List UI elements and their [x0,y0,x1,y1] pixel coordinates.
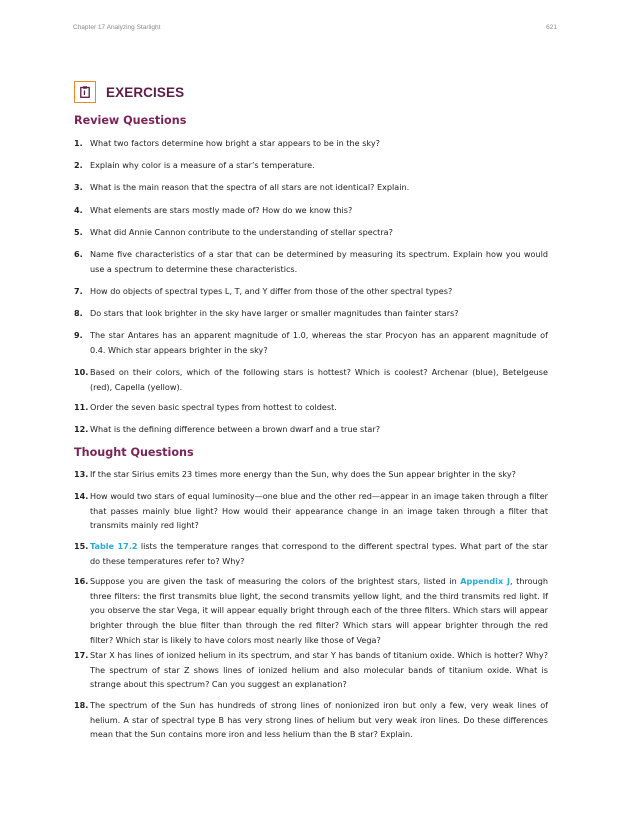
question-text: Do stars that look brighter in the sky have larger or smaller magnitudes than fainter stars? [90,308,459,318]
question-number: 5. [74,227,83,237]
question-10 [74,365,548,394]
question-number: 10. [74,367,89,377]
question-number: 4. [74,205,83,215]
question-18 [74,698,548,742]
page-number: 621 [546,24,557,31]
running-header [73,24,557,36]
question-14 [74,489,548,533]
thought-questions-heading: Thought Questions [74,446,194,459]
question-11 [74,400,548,415]
question-number: 3. [74,182,83,192]
question-5 [74,225,548,240]
question-text: The spectrum of the Sun has hundreds of strong lines of nonionized iron but only a few, very weak lines of helium. A star of spectral type B has very strong lines of helium but very weak iron lines. Do these differences mean that the Sun contains more iron and less helium than the B star? Explain. [90,700,548,740]
question-number: 17. [74,650,89,660]
question-number: 8. [74,308,83,318]
question-4 [74,203,548,218]
question-text: Based on their colors, which of the following stars is hottest? Which is coolest? Archenar (blue), Betelgeuse (red), Capella (yellow). [90,367,548,392]
question-13 [74,467,548,482]
question-number: 18. [74,700,89,710]
question-text [90,574,548,648]
question-16 [74,574,548,648]
question-8 [74,306,548,321]
question-text: What two factors determine how bright a star appears to be in the sky? [90,138,380,148]
question-text: Order the seven basic spectral types from hottest to coldest. [90,402,337,412]
exercise-clipboard-icon [74,81,96,103]
question-12 [74,422,548,437]
question-text [90,539,548,568]
review-questions-heading: Review Questions [74,114,187,127]
question-1 [74,136,548,151]
appendix-j-link[interactable]: Appendix J [460,576,511,586]
question-number: 15. [74,541,89,551]
question-15 [74,539,548,568]
question-6 [74,247,548,276]
question-number: 11. [74,402,89,412]
question-number: 12. [74,424,89,434]
question-text: How would two stars of equal luminosity—one blue and the other red—appear in an image taken through a filter that passes mainly blue light? How would their appearance change in an image taken through a filter that transmits mainly red light? [90,491,548,531]
question-text: Star X has lines of ionized helium in its spectrum, and star Y has bands of titanium oxide. Which is hotter? Why? The spectrum of star Z shows lines of ionized helium and also molecular bands of titanium oxide. What is strange about this spectrum? Can you suggest an explanation? [90,650,548,690]
question-text-before: Suppose you are given the task of measuring the colors of the brightest stars, listed in [90,576,461,586]
question-9 [74,328,548,357]
question-number: 16. [74,576,89,586]
question-7 [74,284,548,299]
question-number: 7. [74,286,83,296]
table-17-2-link[interactable]: Table 17.2 [90,541,138,551]
question-text: If the star Sirius emits 23 times more energy than the Sun, why does the Sun appear brighter in the sky? [90,469,516,479]
chapter-title: Chapter 17 Analyzing Starlight [73,24,161,31]
question-3 [74,180,548,195]
question-text-body: lists the temperature ranges that correspond to the different spectral types. What part of the star do these temperatures refer to? Why? [90,541,548,566]
question-number: 14. [74,491,89,501]
question-text: What did Annie Cannon contribute to the understanding of stellar spectra? [90,227,393,237]
question-text: How do objects of spectral types L, T, and Y differ from those of the other spectral types? [90,286,453,296]
question-text: What elements are stars mostly made of? How do we know this? [90,205,353,215]
question-text: Explain why color is a measure of a star’s temperature. [90,160,315,170]
question-text-after: , through three filters: the first transmits blue light, the second transmits yellow light, and the third transmits red light. If you observe the star Vega, it will appear equally bright through each of the three filters. Which stars will appear brighter through the blue filter than through the red filter? Which stars will appear brighter through the red filter? Which star is likely to have colors most nearly like those of Vega? [90,576,548,645]
question-number: 1. [74,138,83,148]
question-text: Name five characteristics of a star that can be determined by measuring its spectrum. Explain how you would use a spectrum to determine these characteristics. [90,249,548,274]
question-text: What is the main reason that the spectra of all stars are not identical? Explain. [90,182,410,192]
question-text: What is the defining difference between a brown dwarf and a true star? [90,424,380,434]
question-number: 9. [74,330,83,340]
question-2 [74,158,548,173]
question-number: 13. [74,469,89,479]
question-number: 2. [74,160,83,170]
question-text: The star Antares has an apparent magnitude of 1.0, whereas the star Procyon has an apparent magnitude of 0.4. Which star appears brighter in the sky? [90,330,548,355]
question-number: 6. [74,249,83,259]
question-17 [74,648,548,692]
exercises-title: EXERCISES [106,85,185,100]
